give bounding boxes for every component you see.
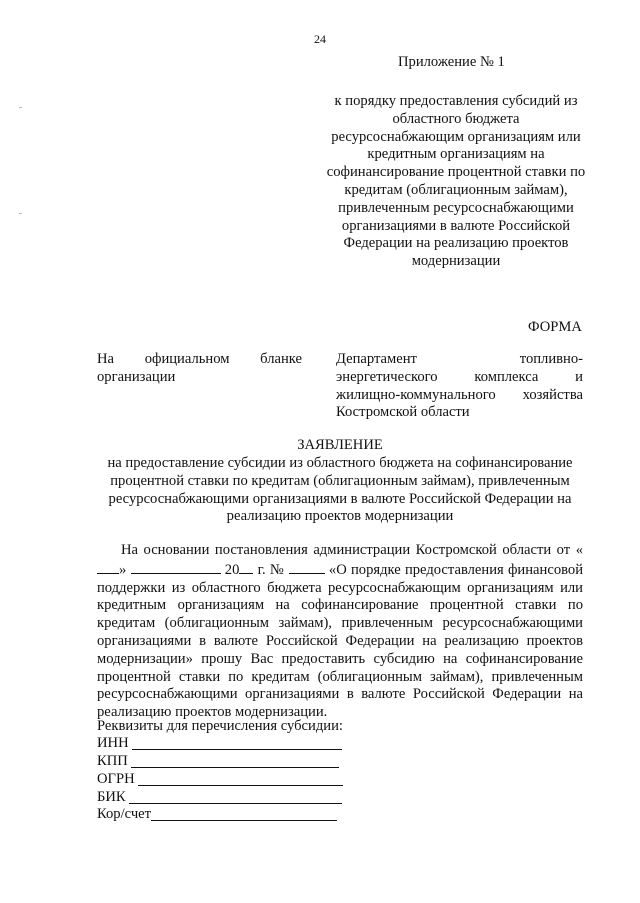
application-body <box>97 542 583 722</box>
body-text-part2: » <box>119 561 127 578</box>
scan-mark <box>19 107 22 108</box>
body-text-part4: г. № <box>257 561 285 578</box>
letterhead-note: На официальном бланке организации <box>97 351 302 385</box>
decree-number-blank[interactable] <box>289 560 325 574</box>
bik-row <box>97 789 342 807</box>
kpp-label: КПП <box>97 753 128 770</box>
bik-label: БИК <box>97 789 126 806</box>
kpp-row <box>97 753 339 771</box>
body-text-part1: На основании постановления администрации Костромской области от « <box>121 542 583 558</box>
document-title: ЗАЯВЛЕНИЕ <box>297 437 383 453</box>
ogrn-row <box>97 771 343 789</box>
kpp-field[interactable] <box>131 753 339 768</box>
year-blank[interactable] <box>239 560 253 574</box>
account-label: Кор/счет <box>97 806 152 823</box>
scan-mark <box>19 213 22 214</box>
body-text-part5: «О порядке предоставления финансовой поддержки из областного бюджета ресурсоснабжающим организациям или кредитным организациям на софинансирование процентной ставки по кредитам (облигационным займам), привлеченным ресурсоснабжающими организациями в валюте Российской Федерации на реализацию проектов модернизации» прошу Вас предоставить субсидию на софинансирование процентной ставки по кредитам (облигационным займам), привлеченным ресурсоснабжающими организациями в валюте Российской Федерации на реализацию проектов модернизации. <box>97 561 584 721</box>
ogrn-field[interactable] <box>138 771 343 786</box>
inn-row <box>97 735 342 753</box>
inn-label: ИНН <box>97 735 129 752</box>
document-subtitle: на предоставление субсидии из областного бюджета на софинансирование процентной ставки по кредитам (облигационным займам), привлеченным ресурсоснабжающими организациями в валюте Российской Федерации на реализацию проектов модернизации <box>107 455 573 525</box>
month-blank[interactable] <box>131 560 221 574</box>
day-blank[interactable] <box>97 560 119 574</box>
page-number: 24 <box>314 32 326 46</box>
form-label: ФОРМА <box>528 319 582 335</box>
account-field[interactable] <box>151 806 337 821</box>
bik-field[interactable] <box>129 789 342 804</box>
body-text-part3: 20 <box>224 561 240 578</box>
ogrn-label: ОГРН <box>97 771 135 788</box>
order-reference: к порядку предоставления субсидий из областного бюджета ресурсоснабжающим организациям или кредитным организациям на софинансирование процентной ставки по кредитам (облигационным займам), привлеченным ресурсоснабжающими организациями в валюте Российской Федерации на реализацию проектов модернизации <box>326 93 586 270</box>
appendix-label: Приложение № 1 <box>398 54 505 70</box>
inn-field[interactable] <box>132 735 342 750</box>
account-row <box>97 806 337 824</box>
requisites-heading: Реквизиты для перечисления субсидии: <box>97 718 343 734</box>
addressee: Департамент топливно-энергетического комплекса и жилищно-коммунального хозяйства Костромской области <box>336 351 583 421</box>
